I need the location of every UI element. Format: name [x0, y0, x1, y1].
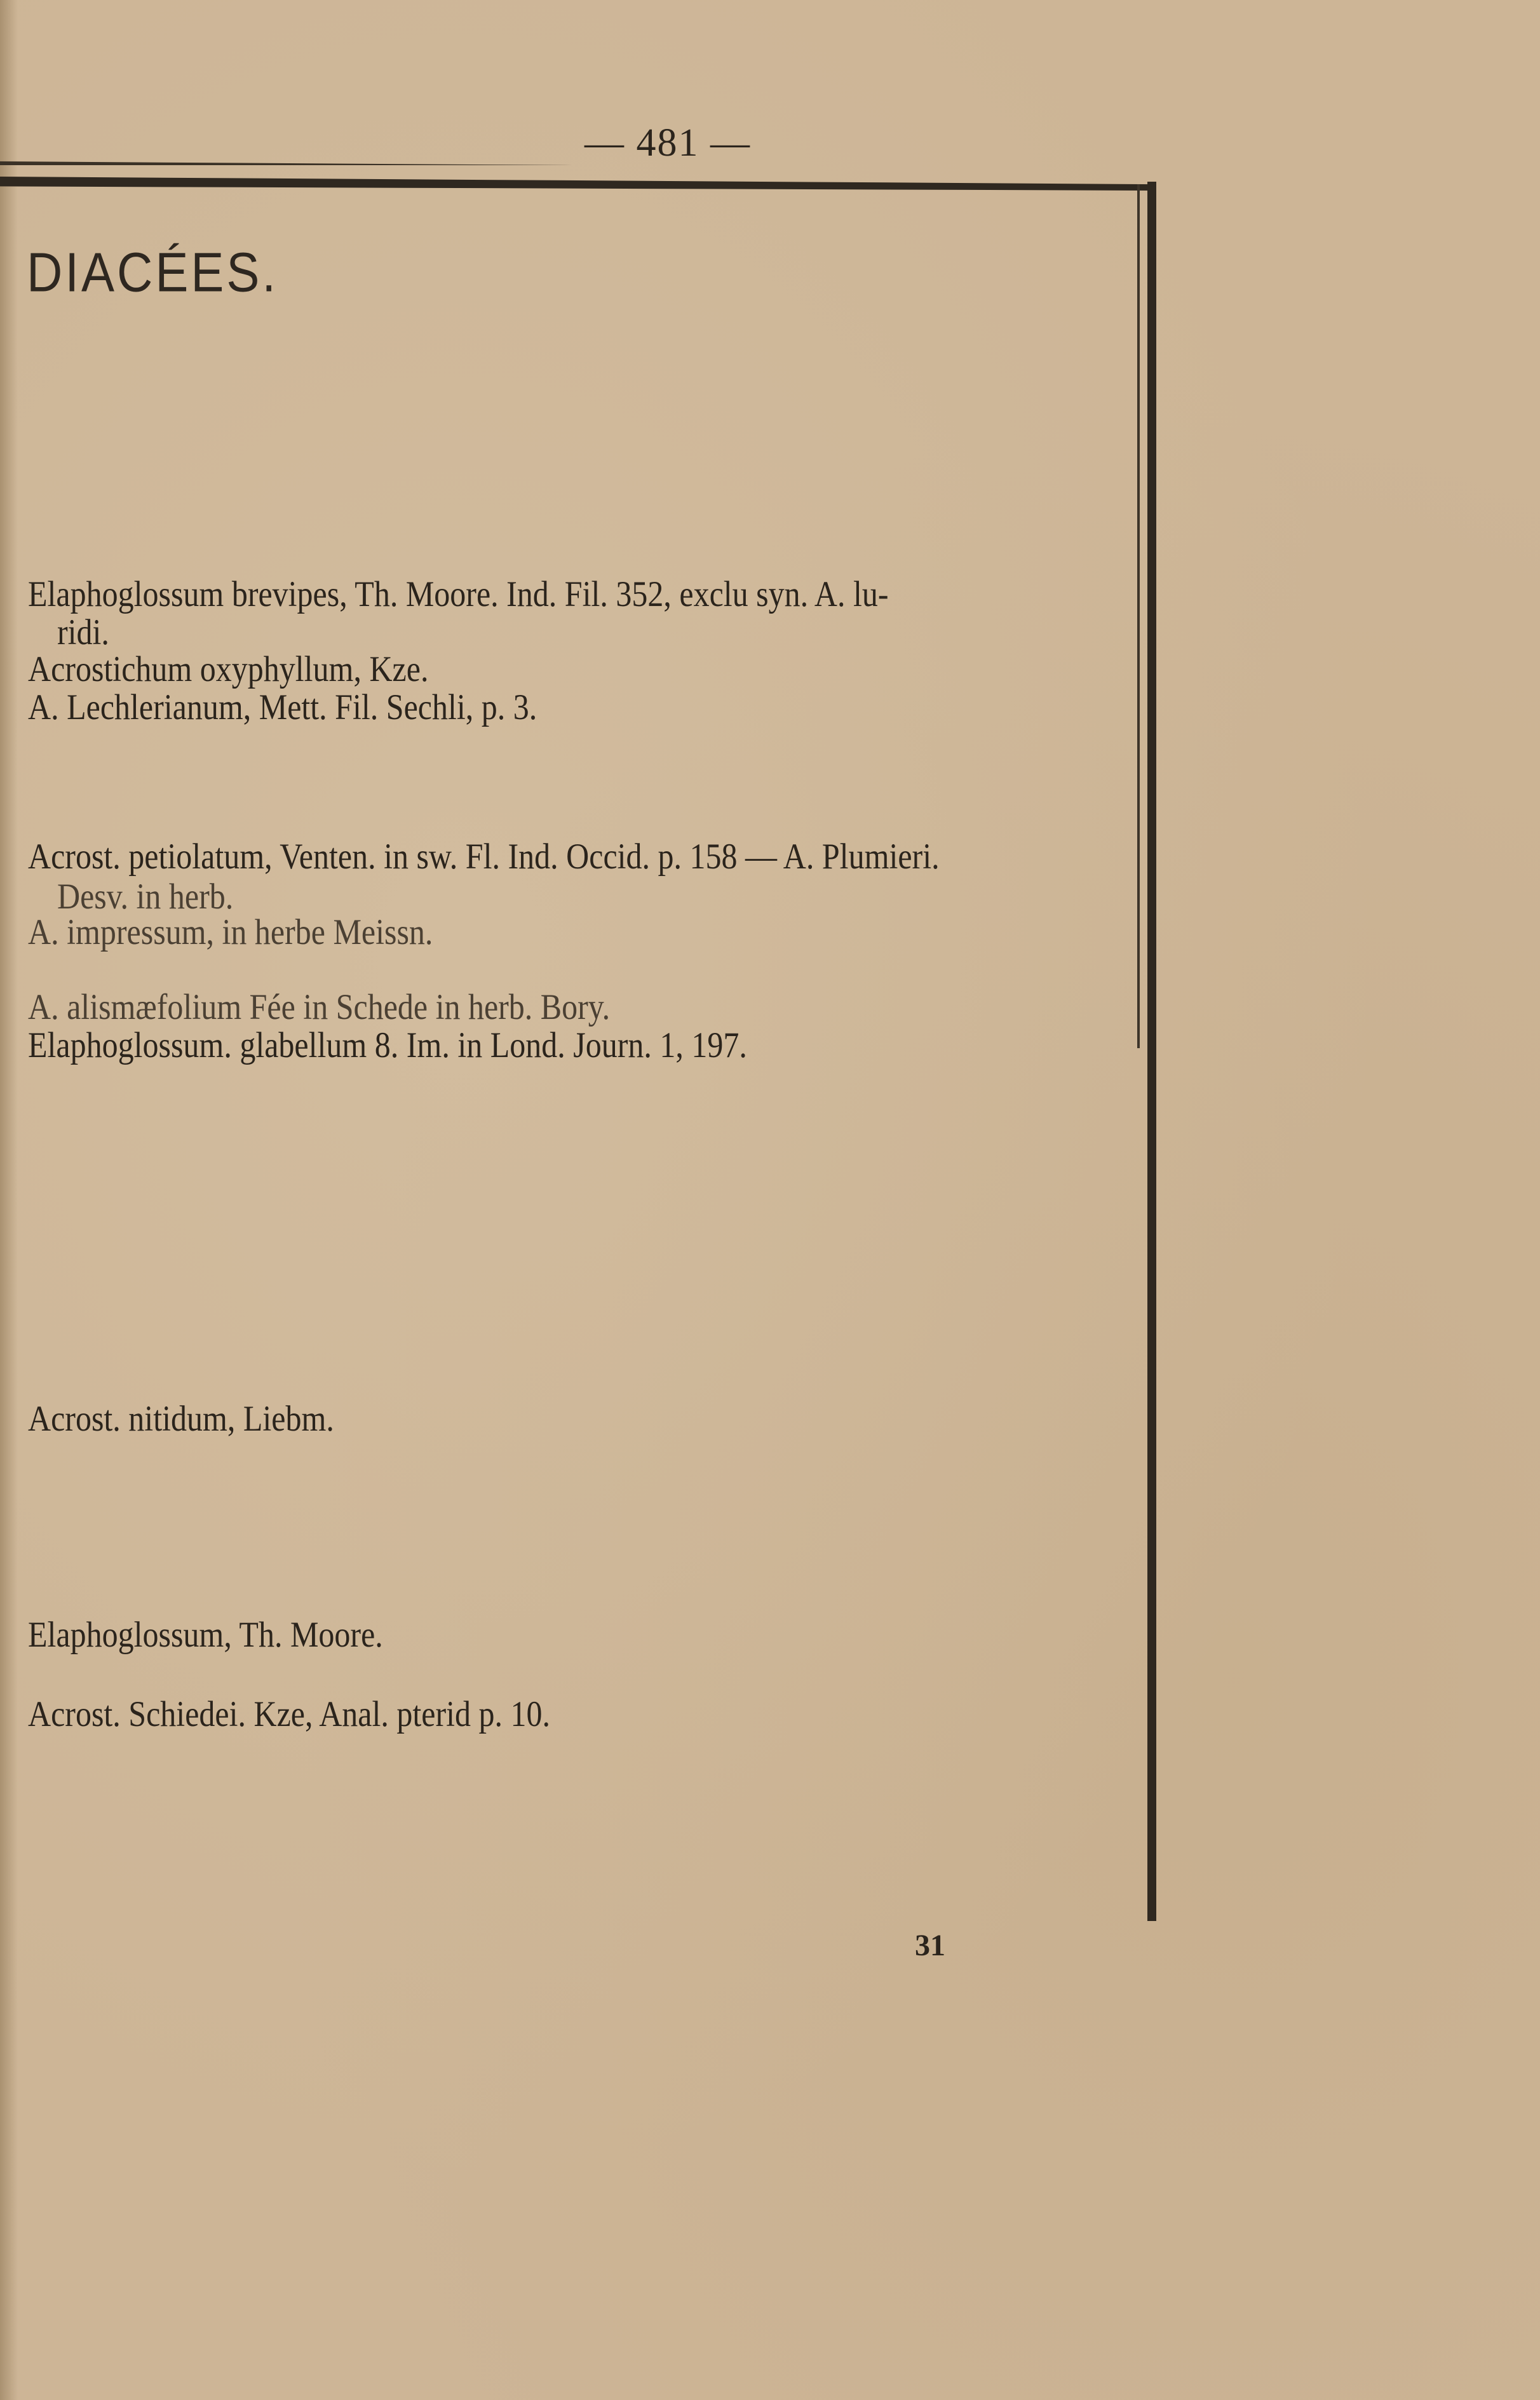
entry-line: A. Lechlerianum, Mett. Fil. Sechli, p. 3.: [28, 686, 537, 727]
entry-line: Elaphoglossum. glabellum 8. Im. in Lond. Journ. 1, 197.: [28, 1024, 747, 1065]
entry-line: Elaphoglossum, Th. Moore.: [28, 1614, 383, 1655]
top-rule: [0, 177, 1155, 191]
entry-line: ridi.: [57, 611, 109, 652]
signature-folio: 31: [915, 1929, 945, 1962]
entry-line: A. impressum, in herbe Meissn.: [28, 911, 433, 952]
right-thin-rule: [1137, 184, 1140, 1048]
page-number: — 481 —: [584, 121, 751, 165]
entry-line: A. alismæfolium Fée in Schede in herb. Bory.: [28, 986, 611, 1027]
page-edge-shadow: [0, 0, 18, 2400]
entry-line: Acrostichum oxyphyllum, Kze.: [28, 648, 429, 689]
entry-line: Acrost. petiolatum, Venten. in sw. Fl. Ind. Occid. p. 158 — A. Plumieri.: [28, 835, 940, 877]
entry-line: Desv. in herb.: [57, 875, 234, 917]
entry-line: Acrost. Schiedei. Kze, Anal. pterid p. 10.: [28, 1693, 551, 1734]
entry-line: Elaphoglossum brevipes, Th. Moore. Ind. Fil. 352, exclu syn. A. lu-: [28, 573, 889, 614]
top-thin-rule: [0, 161, 572, 165]
entry-line: Acrost. nitidum, Liebm.: [28, 1398, 334, 1439]
section-heading: DIACÉES.: [27, 241, 279, 304]
right-rule: [1147, 182, 1156, 1921]
